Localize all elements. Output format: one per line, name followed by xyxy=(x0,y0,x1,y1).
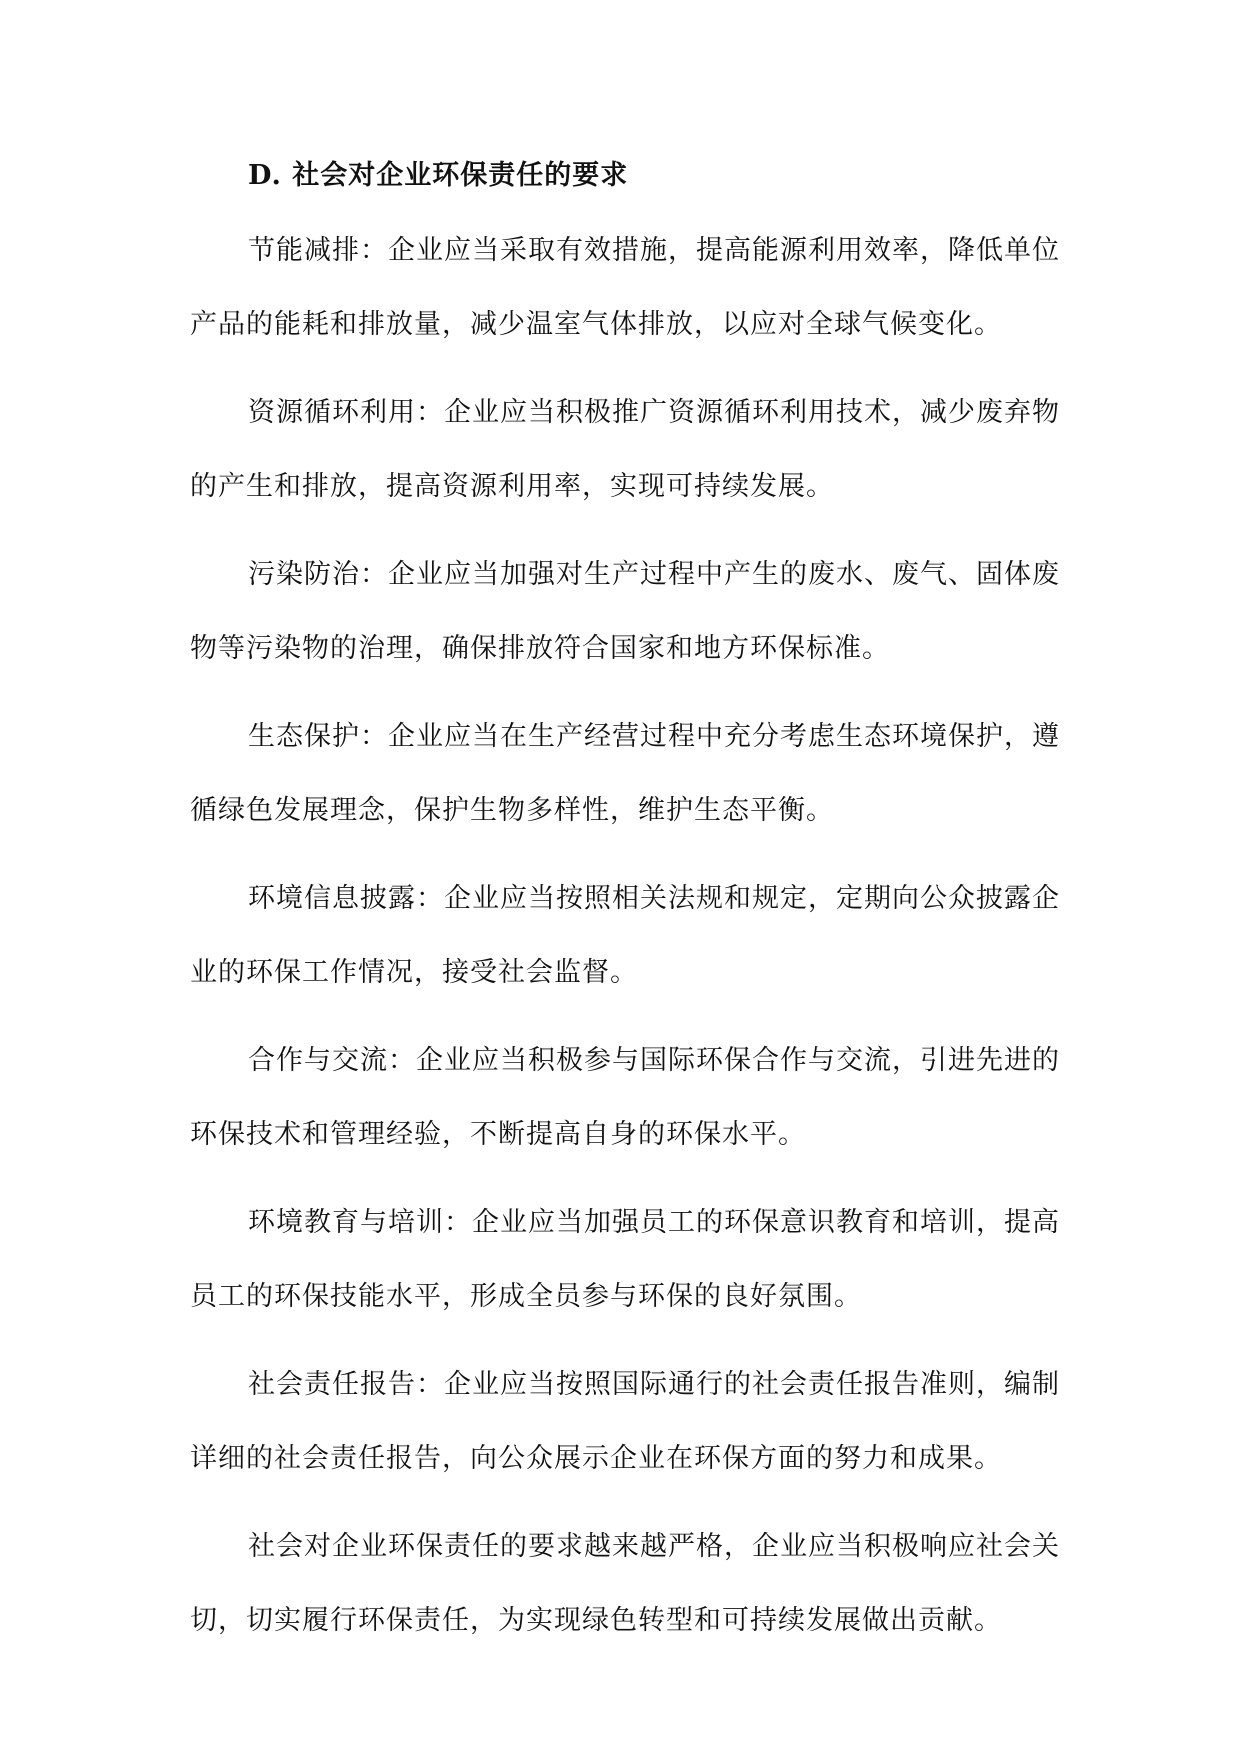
document-body xyxy=(190,148,1060,1672)
paragraph-conclusion: 社会对企业环保责任的要求越来越严格，企业应当积极响应社会关切，切实履行环保责任，为实现绿色转型和可持续发展做出贡献。 xyxy=(190,1531,1060,1636)
paragraph-education-training: 环境教育与培训：企业应当加强员工的环保意识教育和培训，提高员工的环保技能水平，形成全员参与环保的良好氛围。 xyxy=(190,1207,1060,1312)
section-heading: D. 社会对企业环保责任的要求 xyxy=(248,160,629,191)
paragraph-pollution-control: 污染防治：企业应当加强对生产过程中产生的废水、废气、固体废物等污染物的治理，确保排放符合国家和地方环保标准。 xyxy=(190,559,1060,664)
paragraph-resource-recycling: 资源循环利用：企业应当积极推广资源循环利用技术，减少废弃物的产生和排放，提高资源利用率，实现可持续发展。 xyxy=(190,397,1060,502)
paragraph-energy-saving: 节能减排：企业应当采取有效措施，提高能源利用效率，降低单位产品的能耗和排放量，减少温室气体排放，以应对全球气候变化。 xyxy=(190,235,1060,340)
paragraph-ecological-protection: 生态保护：企业应当在生产经营过程中充分考虑生态环境保护，遵循绿色发展理念，保护生物多样性，维护生态平衡。 xyxy=(190,721,1060,826)
paragraph-information-disclosure: 环境信息披露：企业应当按照相关法规和规定，定期向公众披露企业的环保工作情况，接受社会监督。 xyxy=(190,883,1060,988)
paragraph-social-responsibility-report: 社会责任报告：企业应当按照国际通行的社会责任报告准则，编制详细的社会责任报告，向公众展示企业在环保方面的努力和成果。 xyxy=(190,1369,1060,1474)
paragraph-cooperation-exchange: 合作与交流：企业应当积极参与国际环保合作与交流，引进先进的环保技术和管理经验，不断提高自身的环保水平。 xyxy=(190,1045,1060,1150)
